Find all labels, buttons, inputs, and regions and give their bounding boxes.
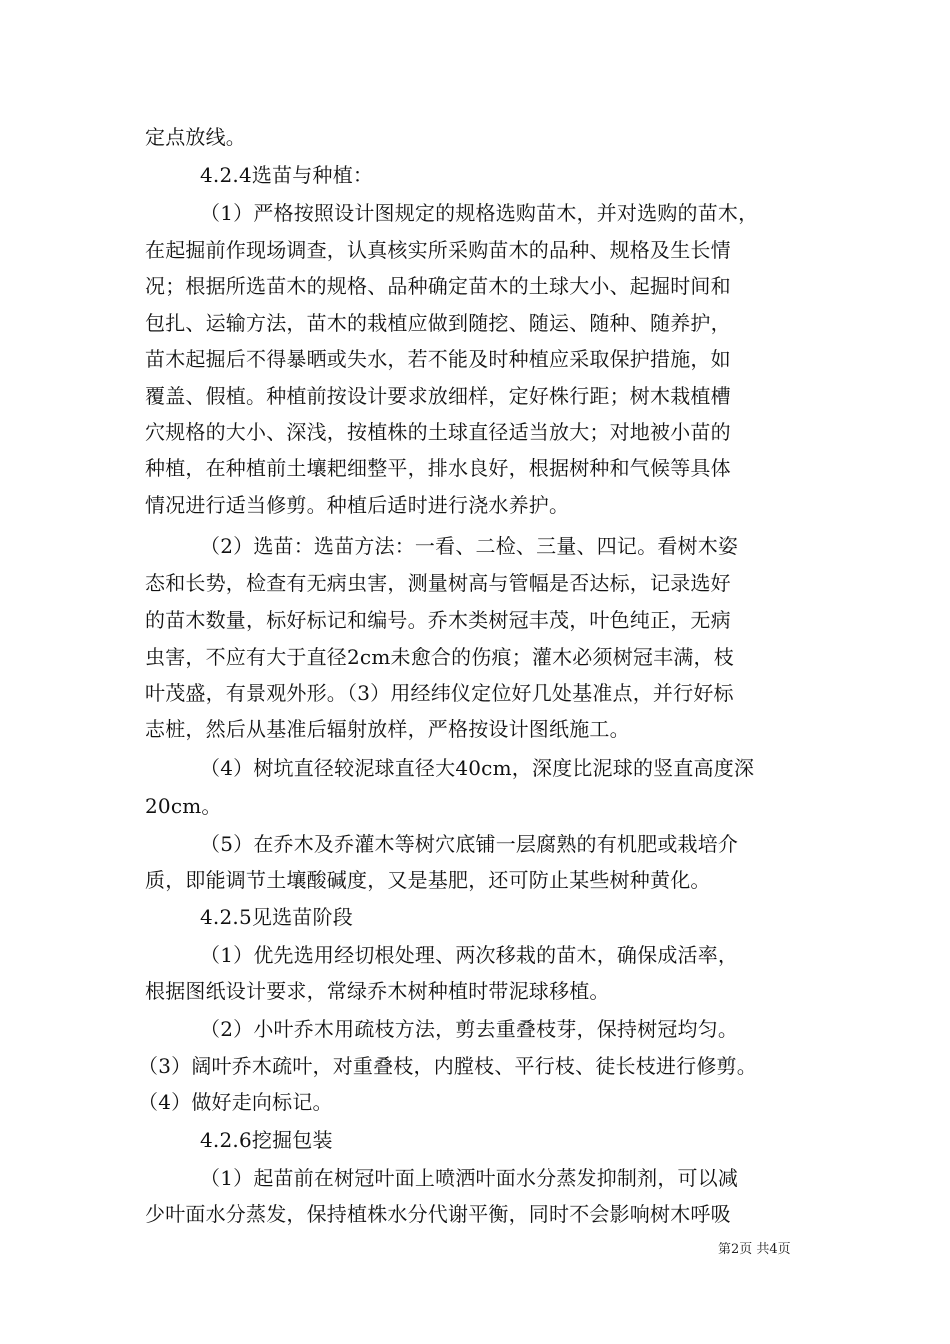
text-line: 根据图纸设计要求，常绿乔木树种植时带泥球移植。: [145, 979, 610, 1003]
text-line: （5）在乔木及乔灌木等树穴底铺一层腐熟的有机肥或栽培介: [200, 832, 739, 856]
text-line: 苗木起掘后不得暴晒或失水，若不能及时种植应采取保护措施，如: [145, 347, 731, 371]
section-heading: 4.2.5见选苗阶段: [200, 905, 353, 929]
text-line: （1）起苗前在树冠叶面上喷洒叶面水分蒸发抑制剂，可以减: [200, 1166, 739, 1190]
text-line: 在起掘前作现场调查，认真核实所采购苗木的品种、规格及生长情: [145, 238, 731, 262]
text-line: 少叶面水分蒸发，保持植株水分代谢平衡，同时不会影响树木呼吸: [145, 1202, 731, 1226]
page-number: 第2页 共4页: [718, 1242, 791, 1257]
text-line: 的苗木数量，标好标记和编号。乔木类树冠丰茂，叶色纯正，无病: [145, 608, 731, 632]
text-line: 情况进行适当修剪。种植后适时进行浇水养护。: [145, 493, 570, 517]
text-line: 覆盖、假植。种植前按设计要求放细样，定好株行距；树木栽植槽: [145, 384, 731, 408]
text-line: 况；根据所选苗木的规格、品种确定苗木的土球大小、起掘时间和: [145, 274, 731, 298]
text-line: （1）严格按照设计图规定的规格选购苗木，并对选购的苗木，: [200, 201, 759, 225]
text-line: （2）小叶乔木用疏枝方法，剪去重叠枝芽，保持树冠均匀。: [200, 1017, 739, 1041]
section-heading: 4.2.6挖掘包装: [200, 1128, 333, 1152]
text-line: 定点放线。: [145, 125, 246, 149]
text-line: （3）阔叶乔木疏叶，对重叠枝，内膛枝、平行枝、徒长枝进行修剪。: [138, 1054, 757, 1078]
text-line: 20cm。: [145, 794, 222, 818]
text-line: 态和长势，检查有无病虫害，测量树高与管幅是否达标，记录选好: [145, 571, 731, 595]
text-line: （4）做好走向标记。: [138, 1090, 333, 1114]
text-line: （4）树坑直径较泥球直径大40cm，深度比泥球的竖直高度深: [200, 756, 755, 780]
text-line: 质，即能调节土壤酸碱度，又是基肥，还可防止某些树种黄化。: [145, 868, 711, 892]
text-line: 叶茂盛，有景观外形。（3）用经纬仪定位好几处基准点，并行好标: [145, 681, 734, 705]
text-line: （1）优先选用经切根处理、两次移栽的苗木，确保成活率，: [200, 943, 739, 967]
text-line: 志桩，然后从基准后辐射放样，严格按设计图纸施工。: [145, 717, 630, 741]
section-heading: 4.2.4选苗与种植：: [200, 163, 374, 187]
text-line: 虫害，不应有大于直径2cm未愈合的伤痕；灌木必须树冠丰满，枝: [145, 645, 734, 669]
text-line: 包扎、运输方法，苗木的栽植应做到随挖、随运、随种、随养护，: [145, 311, 731, 335]
text-line: 穴规格的大小、深浅，按植株的土球直径适当放大；对地被小苗的: [145, 420, 731, 444]
text-line: （2）选苗：选苗方法：一看、二检、三量、四记。看树木姿: [200, 534, 739, 558]
text-line: 种植，在种植前土壤耙细整平，排水良好，根据树种和气候等具体: [145, 456, 731, 480]
